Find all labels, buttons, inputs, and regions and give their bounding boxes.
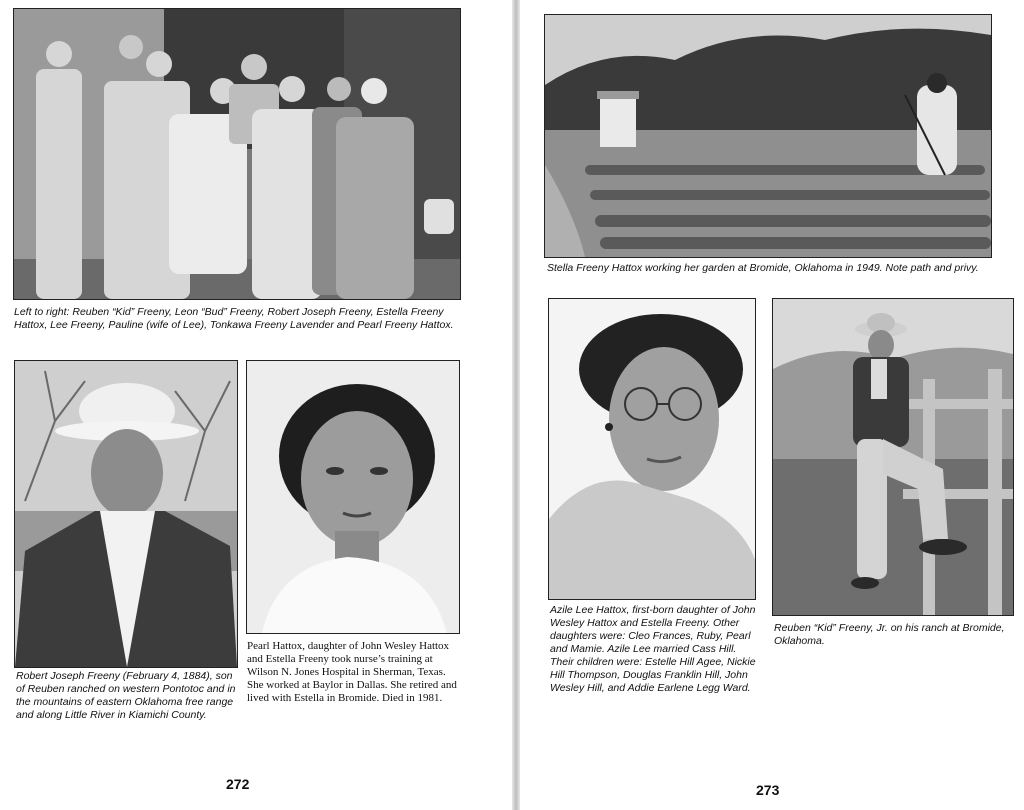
- robert-freeny-caption: Robert Joseph Freeny (February 4, 1884), son of Reuben ranched on western Pontotoc and in the mountains of eastern Oklahoma free range and along Little River in Kiamichi County.: [16, 670, 236, 721]
- robert-freeny-photo: [14, 360, 238, 668]
- garden-photo: [544, 14, 992, 258]
- group-family-photo: [13, 8, 461, 300]
- right-page: [520, 0, 1024, 810]
- book-gutter: [512, 0, 520, 810]
- reuben-freeny-photo: [772, 298, 1014, 616]
- garden-photo-caption: Stella Freeny Hattox working her garden at Bromide, Oklahoma in 1949. Note path and privy.: [547, 262, 979, 274]
- page-number-right: 273: [756, 782, 780, 798]
- group-photo-caption: Left to right: Reuben “Kid” Freeny, Leon “Bud” Freeny, Robert Joseph Freeny, Estella Freeny Hattox, Lee Freeny, Pauline (wife of Lee), Tonkawa Freeny Lavender and Pearl Freeny Hattox.: [14, 306, 454, 331]
- reuben-freeny-caption: Reuben “Kid” Freeny, Jr. on his ranch at Bromide, Oklahoma.: [774, 622, 1005, 647]
- pearl-hattox-photo: [246, 360, 460, 634]
- pearl-hattox-caption: Pearl Hattox, daughter of John Wesley Hattox and Estella Freeny took nurse’s training at Wilson N. Jones Hospital in Sherman, Texas. She worked at Baylor in Dallas. She retired and lived with Estella in Bromide. Died in 1981.: [247, 640, 457, 704]
- page-number-left: 272: [226, 776, 250, 792]
- azile-hattox-photo: [548, 298, 756, 600]
- azile-hattox-caption: Azile Lee Hattox, first-born daughter of John Wesley Hattox and Estella Freeny. Other daughters were: Cleo Frances, Ruby, Pearl and Mamie. Azile Lee married Cass Hill. Their children were: Estelle Hill Agee, Nickie Hill Thompson, Douglas Franklin Hill, John Wesley Hill, and Addie Earlene Legg Ward.: [550, 604, 756, 694]
